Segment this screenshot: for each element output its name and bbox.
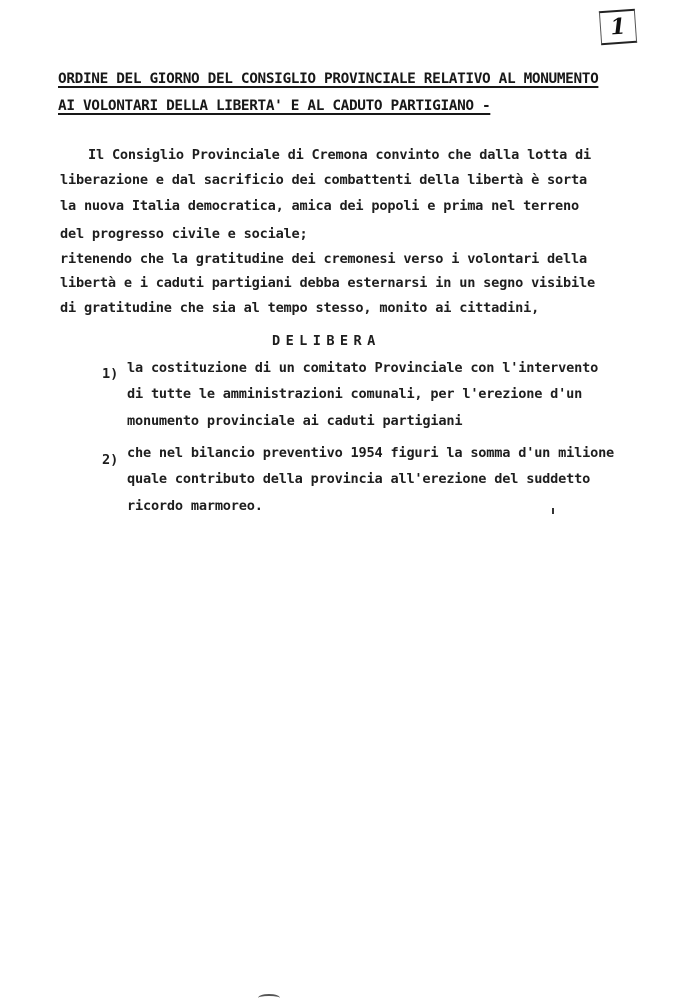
- footer-mark: [258, 994, 280, 1002]
- preamble-line: del progresso civile e sociale;: [60, 226, 308, 242]
- item-line: la costituzione di un comitato Provinciale con l'intervento: [127, 360, 599, 376]
- page-number: 1: [599, 9, 637, 45]
- title-line-2: AI VOLONTARI DELLA LIBERTA' E AL CADUTO PARTIGIANO -: [58, 98, 491, 114]
- preamble-line: ritenendo che la gratitudine dei cremonesi verso i volontari della: [60, 251, 587, 267]
- item-line: di tutte le amministrazioni comunali, per l'erezione d'un: [127, 386, 583, 402]
- preamble-line: Il Consiglio Provinciale di Cremona convinto che dalla lotta di: [88, 147, 592, 163]
- item-line: quale contributo della provincia all'erezione del suddetto: [127, 471, 591, 487]
- title-line-1: ORDINE DEL GIORNO DEL CONSIGLIO PROVINCIALE RELATIVO AL MONUMENTO: [58, 71, 599, 87]
- item-line: che nel bilancio preventivo 1954 figuri la somma d'un milione: [127, 445, 615, 461]
- item-number: 1): [102, 366, 119, 382]
- preamble-line: liberazione e dal sacrificio dei combattenti della libertà è sorta: [60, 172, 587, 188]
- preamble-line: la nuova Italia democratica, amica dei popoli e prima nel terreno: [60, 198, 579, 214]
- item-line: ricordo marmoreo.: [127, 498, 263, 514]
- preamble-line: libertà e i caduti partigiani debba esternarsi in un segno visibile: [60, 275, 595, 291]
- item-line: monumento provinciale ai caduti partigiani: [127, 413, 463, 429]
- resolution-heading: DELIBERA: [272, 333, 381, 349]
- stray-mark: [552, 508, 554, 514]
- preamble-line: di gratitudine che sia al tempo stesso, monito ai cittadini,: [60, 300, 540, 316]
- item-number: 2): [102, 452, 119, 468]
